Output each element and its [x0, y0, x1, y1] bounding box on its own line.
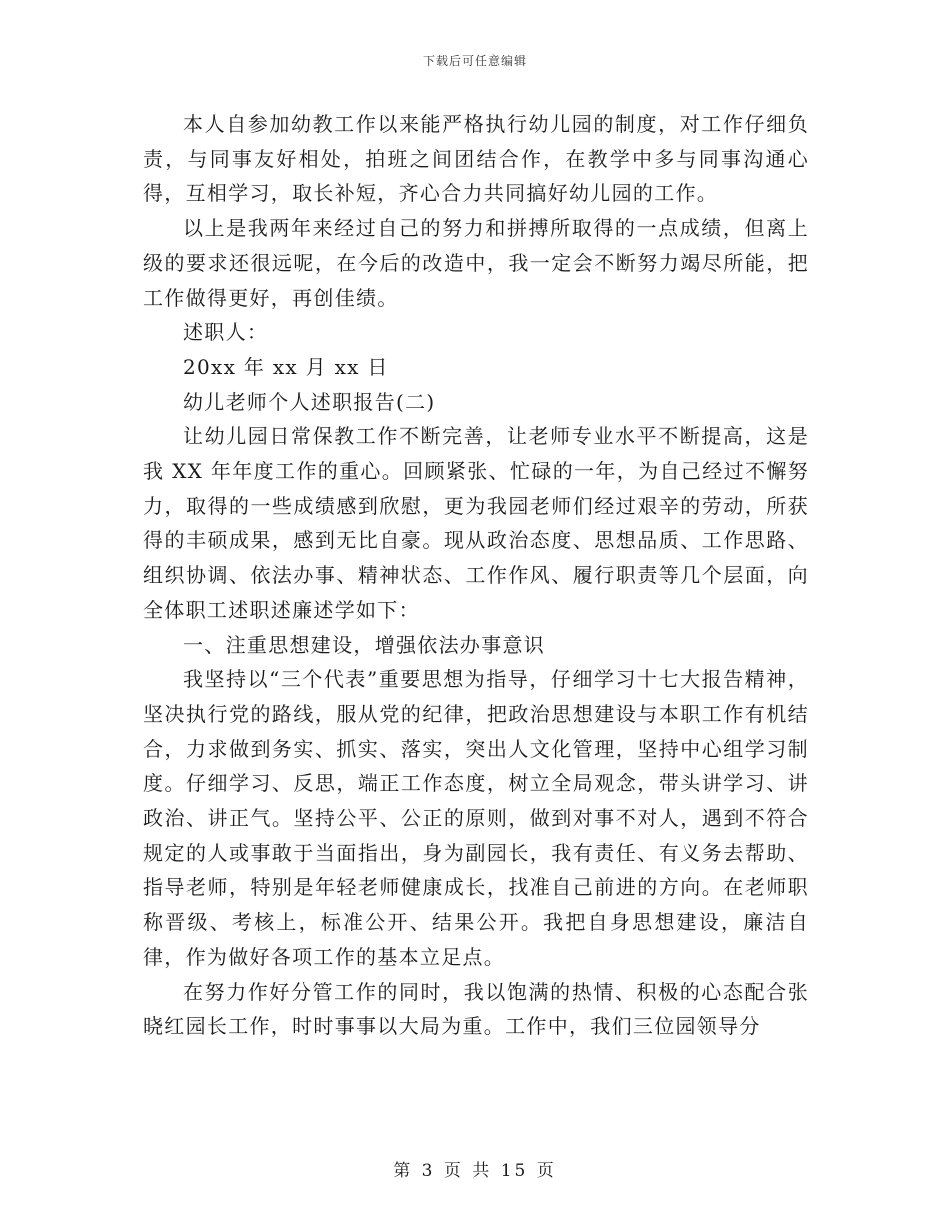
section-title: 幼儿老师个人述职报告(二): [183, 389, 436, 414]
heading-thought-building: 一、注重思想建设，增强依法办事意识: [183, 632, 546, 657]
header-note: 下载后可任意编辑: [422, 54, 527, 68]
paragraph-thought-building: 我坚持以“三个代表”重要思想为指导，仔细学习十七大报告精神，坚决执行党的路线，服从党的纪律，把政治思想建设与本职工作有机结合，力求做到务实、抓实、落实，突出人文化管理，坚持中心组学习制度。仔细学习、反思，端正工作态度，树立全局观念，带头讲学习、讲政治、讲正气。坚持公平、公正的原则，做到对事不对人，遇到不符合规定的人或事敢于当面指出，身为副园长，我有责任、有义务去帮助、指导老师，特别是年轻老师健康成长，找准自己前进的方向。在老师职称晋级、考核上，标准公开、结果公开。我把自身思想建设，廉洁自律，作为做好各项工作的基本立足点。: [143, 667, 809, 969]
page-number: 第 3 页 共 15 页: [393, 1161, 557, 1181]
paragraph-cooperation: 在努力作好分管工作的同时，我以饱满的热情、积极的心态配合张晓红园长工作，时时事事以大局为重。工作中，我们三位园领导分: [143, 979, 809, 1039]
paragraph-work-attitude: 本人自参加幼教工作以来能严格执行幼儿园的制度，对工作仔细负责，与同事友好相处，拍班之间团结合作，在教学中多与同事沟通心得，互相学习，取长补短，齐心合力共同搞好幼儿园的工作。: [143, 112, 809, 206]
signature-date: 20xx 年 xx 月 xx 日: [183, 354, 389, 379]
document-body: [143, 107, 809, 1044]
paragraph-intro: 让幼儿园日常保教工作不断完善，让老师专业水平不断提高，这是我 XX 年年度工作的重心。回顾紧张、忙碌的一年，为自己经过不懈努力，取得的一些成绩感到欣慰，更为我园老师们经过艰辛的劳动，所获得的丰硕成果，感到无比自豪。现从政治态度、思想品质、工作思路、组织协调、依法办事、精神状态、工作作风、履行职责等几个层面，向全体职工述职述廉述学如下：: [143, 424, 809, 622]
paragraph-summary: 以上是我两年来经过自己的努力和拼搏所取得的一点成绩，但离上级的要求还很远呢，在今后的改造中，我一定会不断努力竭尽所能，把工作做得更好，再创佳绩。: [143, 216, 809, 310]
signature-label: 述职人：: [183, 320, 269, 345]
